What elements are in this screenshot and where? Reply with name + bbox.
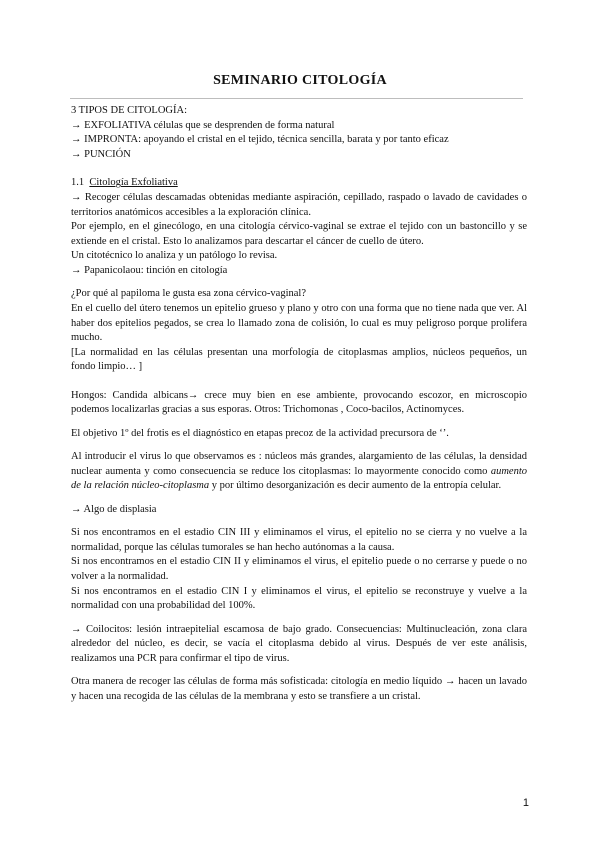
virus-text-start: Al introducir el virus lo que observamos es : núcleos más grandes, alargamiento de las células, la densidad nuclear aumenta y como consecuencia se reduce los citoplasmas: lo mayormente conocido como xyxy=(71,451,527,477)
document-body xyxy=(71,104,527,704)
virus-text-end: y por último desorganización es decir aumento de la entropía celular. xyxy=(209,480,502,492)
paragraph-virus xyxy=(71,450,527,494)
virus-italic-term: aumento de la relación núcleo-citoplasma xyxy=(71,465,527,492)
paragraph-recoger: → Recoger células descamadas obtenidas mediante aspiración, cepillado, raspado o lavado de cavidades o territorios anatómicos accesibles a la exploración clínica. xyxy=(71,191,527,218)
paragraph-citotecnico: Un citotécnico lo analiza y un patólogo lo revisa. xyxy=(71,250,278,262)
tipos-header: 3 TIPOS DE CITOLOGÍA: xyxy=(71,105,187,116)
paragraph-cin-iii: Si nos encontramos en el estadio CIN III y eliminamos el virus, el epitelio no se cierra y no vuelve a la normalidad, porque las células tumorales se han hecho autónomas a la causa. xyxy=(71,527,527,553)
paragraph-otra-manera: Otra manera de recoger las células de forma más sofisticada: citología en medio líquido → hacen un lavado y hacen una recogida de las células de la membrana y esto se transfiere a un cristal. xyxy=(71,676,527,702)
paragraph-objetivo: El objetivo 1º del frotis es el diagnóstico en etapas precoz de la actividad precursora de ‘’. xyxy=(71,427,449,439)
tipos-item: → PUNCIÓN xyxy=(71,148,131,160)
paragraph-hongos: Hongos: Candida albicans→ crece muy bien en ese ambiente, provocando escozor, en microscopio podemos localizarlas gracias a sus esporas. Otros: Trichomonas , Coco-bacilos, Actinomyces. xyxy=(71,389,527,416)
paragraph-papanicolaou: → Papanicolaou: tinción en citología xyxy=(71,264,228,276)
papiloma-question: ¿Por qué al papiloma le gusta esa zona cérvico-vaginal? xyxy=(71,288,306,300)
section-number: 1.1 xyxy=(71,177,85,189)
paragraph-coilocitos: → Coilocitos: lesión intraepitelial escamosa de bajo grado. Consecuencias: Multinucleación, zona clara alrededor del núcleo, es decir, se vacía el citoplasma debido al virus. Después de ver este análisis, realizamos una PCR para confirmar el tipo de virus. xyxy=(71,623,527,664)
section-title: Citología Exfoliativa xyxy=(89,177,178,189)
paragraph-ejemplo: Por ejemplo, en el ginecólogo, en una citología cérvico-vaginal se extrae el tejido con un bastoncillo y se extiende en el cristal. Esto lo analizamos para descartar el cáncer de cuello de útero. xyxy=(71,221,527,247)
tipos-item: → IMPRONTA: apoyando el cristal en el tejido, técnica sencilla, barata y por tanto eficaz xyxy=(71,134,449,146)
paragraph-cin-ii: Si nos encontramos en el estadio CIN II y eliminamos el virus, el epitelio puede o no cerrarse y puede o no volver a la normalidad. xyxy=(71,556,527,583)
page-title: SEMINARIO CITOLOGÍA xyxy=(213,73,387,88)
tipos-item: → EXFOLIATIVA células que se desprenden de forma natural xyxy=(71,119,335,131)
papiloma-answer: En el cuello del útero tenemos un epitelio grueso y plano y otro con una forma que no tiene nada que ver. Al haber dos epitelios pegados, se crea lo llamado zona de colisión, lo cual es muy peligroso porque prolifera mucho. xyxy=(71,302,527,344)
normalidad-note: [La normalidad en las células presentan una morfología de citoplasmas amplios, núcleos pequeños, un fondo limpio… ] xyxy=(71,346,527,373)
page-number: 1 xyxy=(522,797,529,809)
title-divider xyxy=(70,98,523,99)
paragraph-cin-i: Si nos encontramos en el estadio CIN I y eliminamos el virus, el epitelio se reconstruye y vuelve a la normalidad con una probabilidad del 100%. xyxy=(71,585,527,612)
section-heading xyxy=(71,176,527,191)
paragraph-displasia: → Algo de displasia xyxy=(71,503,157,515)
